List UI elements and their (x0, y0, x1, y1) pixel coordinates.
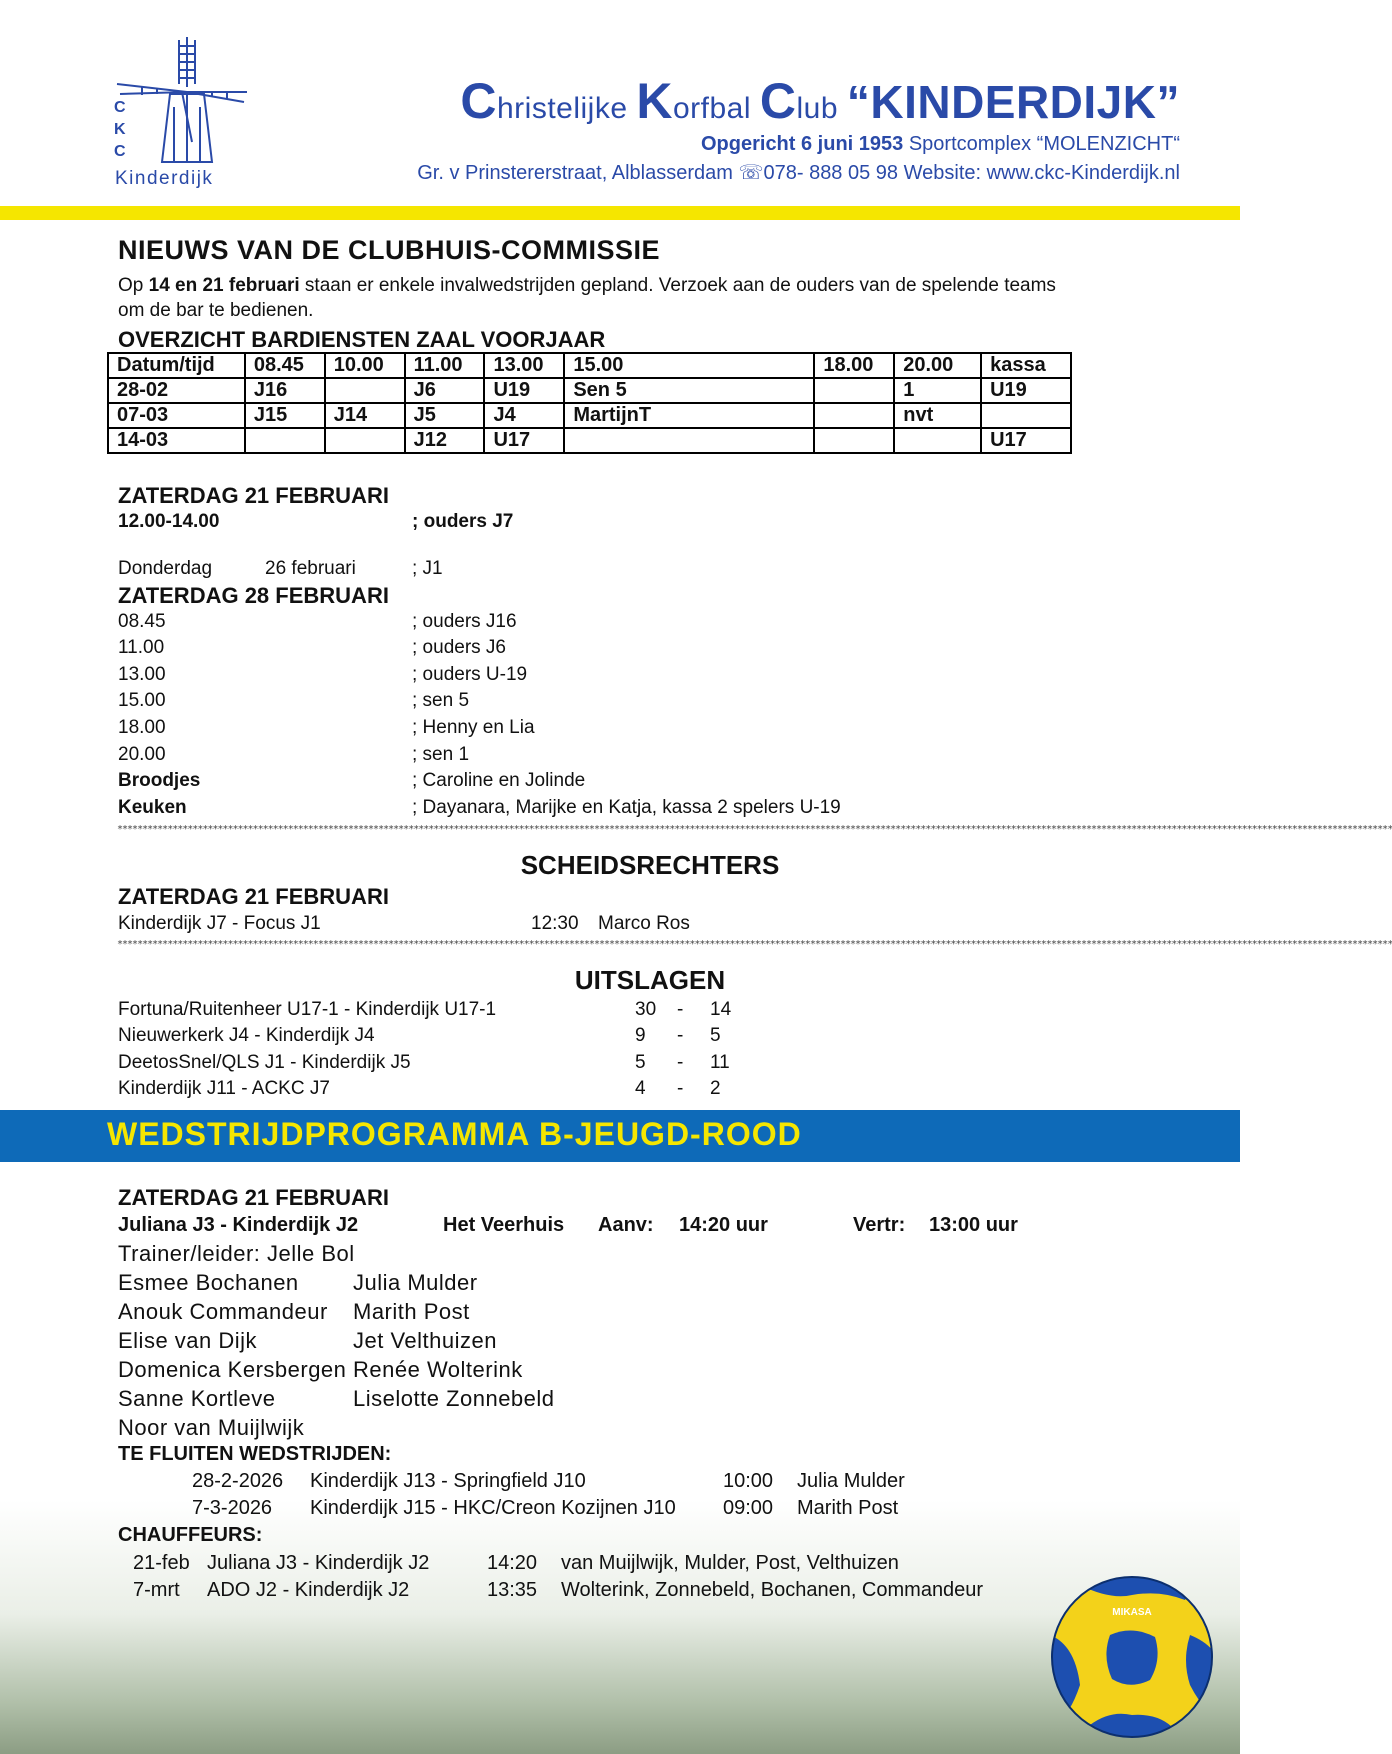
result-dash: - (677, 1078, 684, 1099)
sat28-title: ZATERDAG 28 FEBRUARI (118, 583, 389, 608)
table-cell (981, 403, 1071, 428)
chauffeur-time: 13:35 (487, 1579, 538, 1601)
fluiten-who: Marith Post (797, 1497, 899, 1519)
fluiten-time: 10:00 (723, 1470, 774, 1492)
table-header-cell: kassa (981, 353, 1071, 378)
website-link[interactable]: Website: www.ckc-Kinderdijk.nl (903, 162, 1180, 184)
player-name: Domenica Kersbergen (118, 1357, 347, 1382)
sat21-title: ZATERDAG 21 FEBRUARI (118, 483, 389, 508)
result-dash: - (677, 1025, 684, 1046)
sat21-who: ; ouders J7 (412, 511, 514, 532)
result-home: 5 (635, 1052, 646, 1073)
player-name: Renée Wolterink (353, 1357, 523, 1382)
club-founded-line: Opgericht 6 juni 1953 Sportcomplex “MOLENZICHT“ (700, 133, 1180, 155)
korfball-image (1050, 1575, 1215, 1740)
programma-match: Juliana J3 - Kinderdijk J2 (118, 1214, 359, 1236)
referee-time: 12:30 (531, 913, 579, 934)
table-cell (814, 403, 894, 428)
table-row (108, 378, 1071, 403)
table-cell: U17 (981, 428, 1071, 453)
chauffeur-time: 14:20 (487, 1552, 538, 1574)
table-cell: J16 (245, 378, 325, 403)
table-header-cell: 10.00 (325, 353, 405, 378)
scheidsrechters-day: ZATERDAG 21 FEBRUARI (118, 884, 389, 909)
logo-letter-1: C (114, 99, 126, 116)
table-cell (894, 428, 981, 453)
bardiensten-title: OVERZICHT BARDIENSTEN ZAAL VOORJAAR (118, 327, 606, 352)
result-match: Kinderdijk J11 - ACKC J7 (118, 1078, 330, 1099)
table-row (108, 428, 1071, 453)
chauffeur-who: Wolterink, Zonnebeld, Bochanen, Commandeur (561, 1579, 984, 1601)
sat28-time: 18.00 (118, 717, 166, 738)
table-header-cell: 08.45 (245, 353, 325, 378)
chauffeur-date: 7-mrt (133, 1579, 180, 1601)
sat28-time: 11.00 (118, 637, 165, 658)
result-away: 14 (710, 999, 732, 1020)
chauffeur-date: 21-feb (133, 1552, 190, 1574)
table-cell: J14 (325, 403, 405, 428)
result-dash: - (677, 999, 684, 1020)
thursday-who: ; J1 (412, 558, 443, 579)
logo-letter-2: K (114, 121, 126, 138)
programma-day: ZATERDAG 21 FEBRUARI (118, 1185, 389, 1210)
table-header-cell: 20.00 (894, 353, 981, 378)
player-name: Elise van Dijk (118, 1328, 258, 1353)
table-cell: U19 (484, 378, 564, 403)
chauffeur-who: van Muijlwijk, Mulder, Post, Velthuizen (561, 1552, 899, 1574)
star-separator: ************************************************************************************************************************************************************************************************************************************************************** (117, 824, 1392, 835)
table-header-cell: Datum/tijd (108, 353, 245, 378)
table-header-row (108, 353, 1071, 378)
sat28-who: ; ouders J6 (412, 637, 506, 658)
vertr-time: 13:00 uur (929, 1214, 1018, 1236)
table-header-cell: 11.00 (405, 353, 485, 378)
table-cell: Sen 5 (564, 378, 814, 403)
programma-title: WEDSTRIJDPROGRAMMA B-JEUGD-ROOD (107, 1116, 802, 1152)
sat21-time: 12.00-14.00 (118, 511, 220, 532)
star-separator: ************************************************************************************************************************************************************************************************************************************************************** (117, 939, 1392, 950)
player-name: Liselotte Zonnebeld (353, 1386, 555, 1411)
table-cell: nvt (894, 403, 981, 428)
table-cell: J4 (484, 403, 564, 428)
sat28-time: 08.45 (118, 611, 166, 632)
result-home: 4 (635, 1078, 646, 1099)
table-cell (564, 428, 814, 453)
table-cell: U17 (484, 428, 564, 453)
fluiten-date: 7-3-2026 (192, 1497, 273, 1519)
table-cell: J12 (405, 428, 485, 453)
fluiten-time: 09:00 (723, 1497, 774, 1519)
player-name: Esmee Bochanen (118, 1270, 299, 1295)
sat28-who: ; ouders U-19 (412, 664, 528, 685)
player-name: Julia Mulder (353, 1270, 478, 1295)
chauffeur-match: Juliana J3 - Kinderdijk J2 (207, 1552, 430, 1574)
sat28-who: ; sen 1 (412, 744, 470, 765)
table-cell (325, 378, 405, 403)
scheidsrechters-title: SCHEIDSRECHTERS (520, 850, 780, 880)
trainer: Trainer/leider: Jelle Bol (118, 1241, 355, 1266)
table-cell: 1 (894, 378, 981, 403)
table-cell: J15 (245, 403, 325, 428)
sat28-who: ; Dayanara, Marijke en Katja, kassa 2 spelers U-19 (412, 797, 841, 818)
sat28-time: Keuken (118, 797, 187, 818)
referee-name: Marco Ros (598, 913, 690, 934)
table-cell (814, 378, 894, 403)
vertr-label: Vertr: (853, 1214, 906, 1236)
result-dash: - (677, 1052, 684, 1073)
player-name: Jet Velthuizen (353, 1328, 497, 1353)
fluiten-who: Julia Mulder (797, 1470, 905, 1492)
table-cell: 28-02 (108, 378, 245, 403)
sat28-time: Broodjes (118, 770, 201, 791)
logo-letter-3: C (114, 143, 126, 160)
table-row (108, 403, 1071, 428)
bardiensten-table (107, 352, 1072, 454)
table-cell: J6 (405, 378, 485, 403)
aanv-time: 14:20 uur (679, 1214, 768, 1236)
fluiten-match: Kinderdijk J15 - HKC/Creon Kozijnen J10 (310, 1497, 676, 1519)
table-cell (814, 428, 894, 453)
result-home: 30 (635, 999, 657, 1020)
player-name: Marith Post (353, 1299, 470, 1324)
table-header-cell: 18.00 (814, 353, 894, 378)
club-contact-line: Gr. v Prinstererstraat, Alblasserdam ☏078- 888 05 98 Website: www.ckc-Kinderdijk.nl (417, 162, 1180, 184)
table-cell (325, 428, 405, 453)
table-cell: U19 (981, 378, 1071, 403)
club-title-name: “KINDERDIJK” (846, 76, 1180, 128)
sat28-time: 13.00 (118, 664, 166, 685)
table-cell (245, 428, 325, 453)
player-name: Noor van Muijlwijk (118, 1415, 305, 1440)
sat28-who: ; ouders J16 (412, 611, 517, 632)
sat28-who: ; sen 5 (412, 690, 470, 711)
result-match: Fortuna/Ruitenheer U17-1 - Kinderdijk U17-1 (118, 999, 497, 1020)
table-cell: 14-03 (108, 428, 245, 453)
yellow-divider (0, 206, 1240, 220)
sat28-time: 15.00 (118, 690, 166, 711)
result-home: 9 (635, 1025, 646, 1046)
clubhuis-intro: Op 14 en 21 februari staan er enkele invalwedstrijden gepland. Verzoek aan de ouders van de spelende teams (118, 275, 1056, 296)
table-header-cell: 13.00 (484, 353, 564, 378)
sat28-who: ; Henny en Lia (412, 717, 535, 738)
aanv-label: Aanv: (598, 1214, 654, 1236)
table-cell: MartijnT (564, 403, 814, 428)
clubhuis-title: NIEUWS VAN DE CLUBHUIS-COMMISSIE (118, 235, 661, 265)
result-away: 2 (710, 1078, 721, 1099)
result-away: 5 (710, 1025, 721, 1046)
programma-venue: Het Veerhuis (443, 1214, 565, 1236)
player-name: Sanne Kortleve (118, 1386, 276, 1411)
club-logo (112, 32, 252, 192)
club-title: Christelijke Korfbal Club “KINDERDIJK” (460, 73, 1180, 129)
logo-text: Kinderdijk (115, 168, 214, 189)
fluiten-match: Kinderdijk J13 - Springfield J10 (310, 1470, 586, 1492)
table-cell: J5 (405, 403, 485, 428)
sat28-who: ; Caroline en Jolinde (412, 770, 586, 791)
ball-brand: MIKASA (1112, 1607, 1152, 1618)
referee-match: Kinderdijk J7 - Focus J1 (118, 913, 321, 934)
fluiten-date: 28-2-2026 (192, 1470, 284, 1492)
chauffeur-match: ADO J2 - Kinderdijk J2 (207, 1579, 410, 1601)
uitslagen-title: UITSLAGEN (574, 965, 726, 995)
thursday-date: 26 februari (265, 558, 356, 579)
result-away: 11 (710, 1052, 730, 1073)
player-name: Anouk Commandeur (118, 1299, 328, 1324)
thursday-label: Donderdag (118, 558, 213, 579)
table-cell: 07-03 (108, 403, 245, 428)
table-header-cell: 15.00 (564, 353, 814, 378)
clubhuis-intro-line2: om de bar te bedienen. (118, 300, 314, 321)
result-match: DeetosSnel/QLS J1 - Kinderdijk J5 (118, 1052, 411, 1073)
chauffeurs-title: CHAUFFEURS: (118, 1524, 263, 1546)
sat28-time: 20.00 (118, 744, 166, 765)
fluiten-title: TE FLUITEN WEDSTRIJDEN: (118, 1443, 392, 1465)
result-match: Nieuwerkerk J4 - Kinderdijk J4 (118, 1025, 375, 1046)
